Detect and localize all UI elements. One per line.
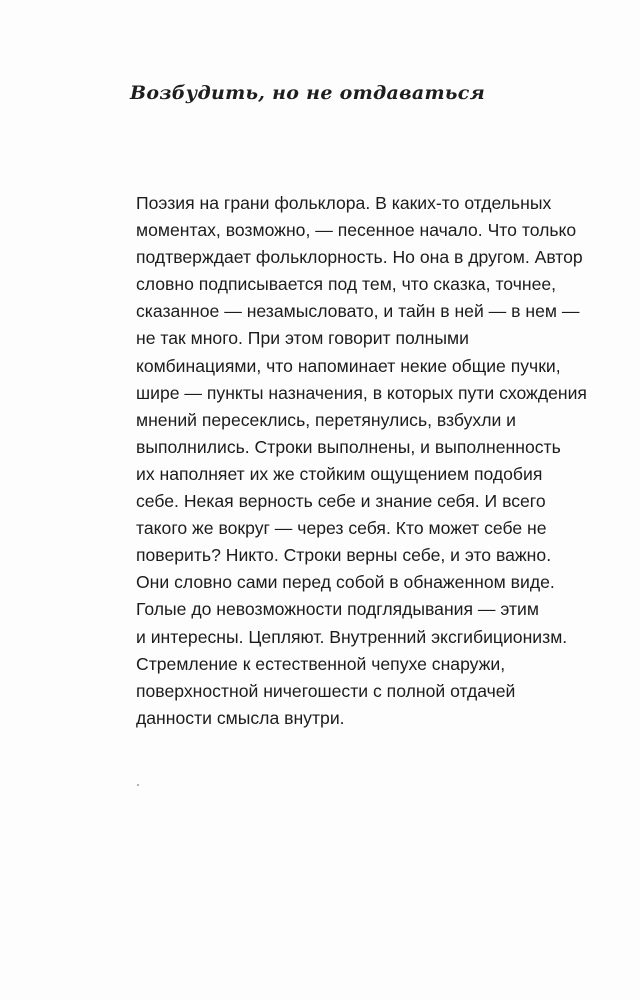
text-line: данности смысла внутри. [136, 707, 345, 728]
text-line: поверхностной ничегошести с полной отдачей [136, 680, 516, 701]
chapter-heading: Возбудить, но не отдаваться [130, 82, 486, 104]
text-line: Голые до невозможности подглядывания — этим [136, 599, 539, 620]
text-line: комбинациями, что напоминает некие общие пучки, [136, 355, 561, 376]
text-line: Поэзия на грани фольклора. В каких-то отдельных [136, 193, 552, 213]
body-paragraph [136, 190, 587, 732]
text-line: не так много. При этом говорит полными [136, 328, 469, 349]
text-line: поверить? Никто. Строки верны себе, и это важно. [136, 545, 552, 566]
text-line: шире — пункты назначения, в которых пути схождения [136, 382, 587, 403]
text-line: сказанное — незамысловато, и тайн в ней — в нем — [136, 301, 580, 322]
text-line: их наполняет их же стойким ощущением подобия [136, 463, 543, 484]
print-speck [137, 784, 139, 786]
text-line: словно подписывается под тем, что сказка, точнее, [136, 274, 557, 295]
text-line: Они словно сами перед собой в обнаженном виде. [136, 572, 555, 593]
text-line: выполнились. Строки выполнены, и выполненность [136, 436, 561, 457]
text-line: подтверждает фольклорность. Но она в другом. Автор [136, 247, 583, 268]
text-line: такого же вокруг — через себя. Кто может себе не [136, 518, 547, 539]
text-line: и интересны. Цепляют. Внутренний эксгибиционизм. [136, 626, 568, 647]
text-line: Стремление к естественной чепухе снаружи, [136, 653, 506, 674]
text-line: мнений пересеклись, перетянулись, взбухли и [136, 409, 517, 430]
text-line: моментах, возможно, — песенное начало. Что только [136, 220, 577, 241]
text-line: себе. Некая верность себе и знание себя. И всего [136, 491, 546, 512]
